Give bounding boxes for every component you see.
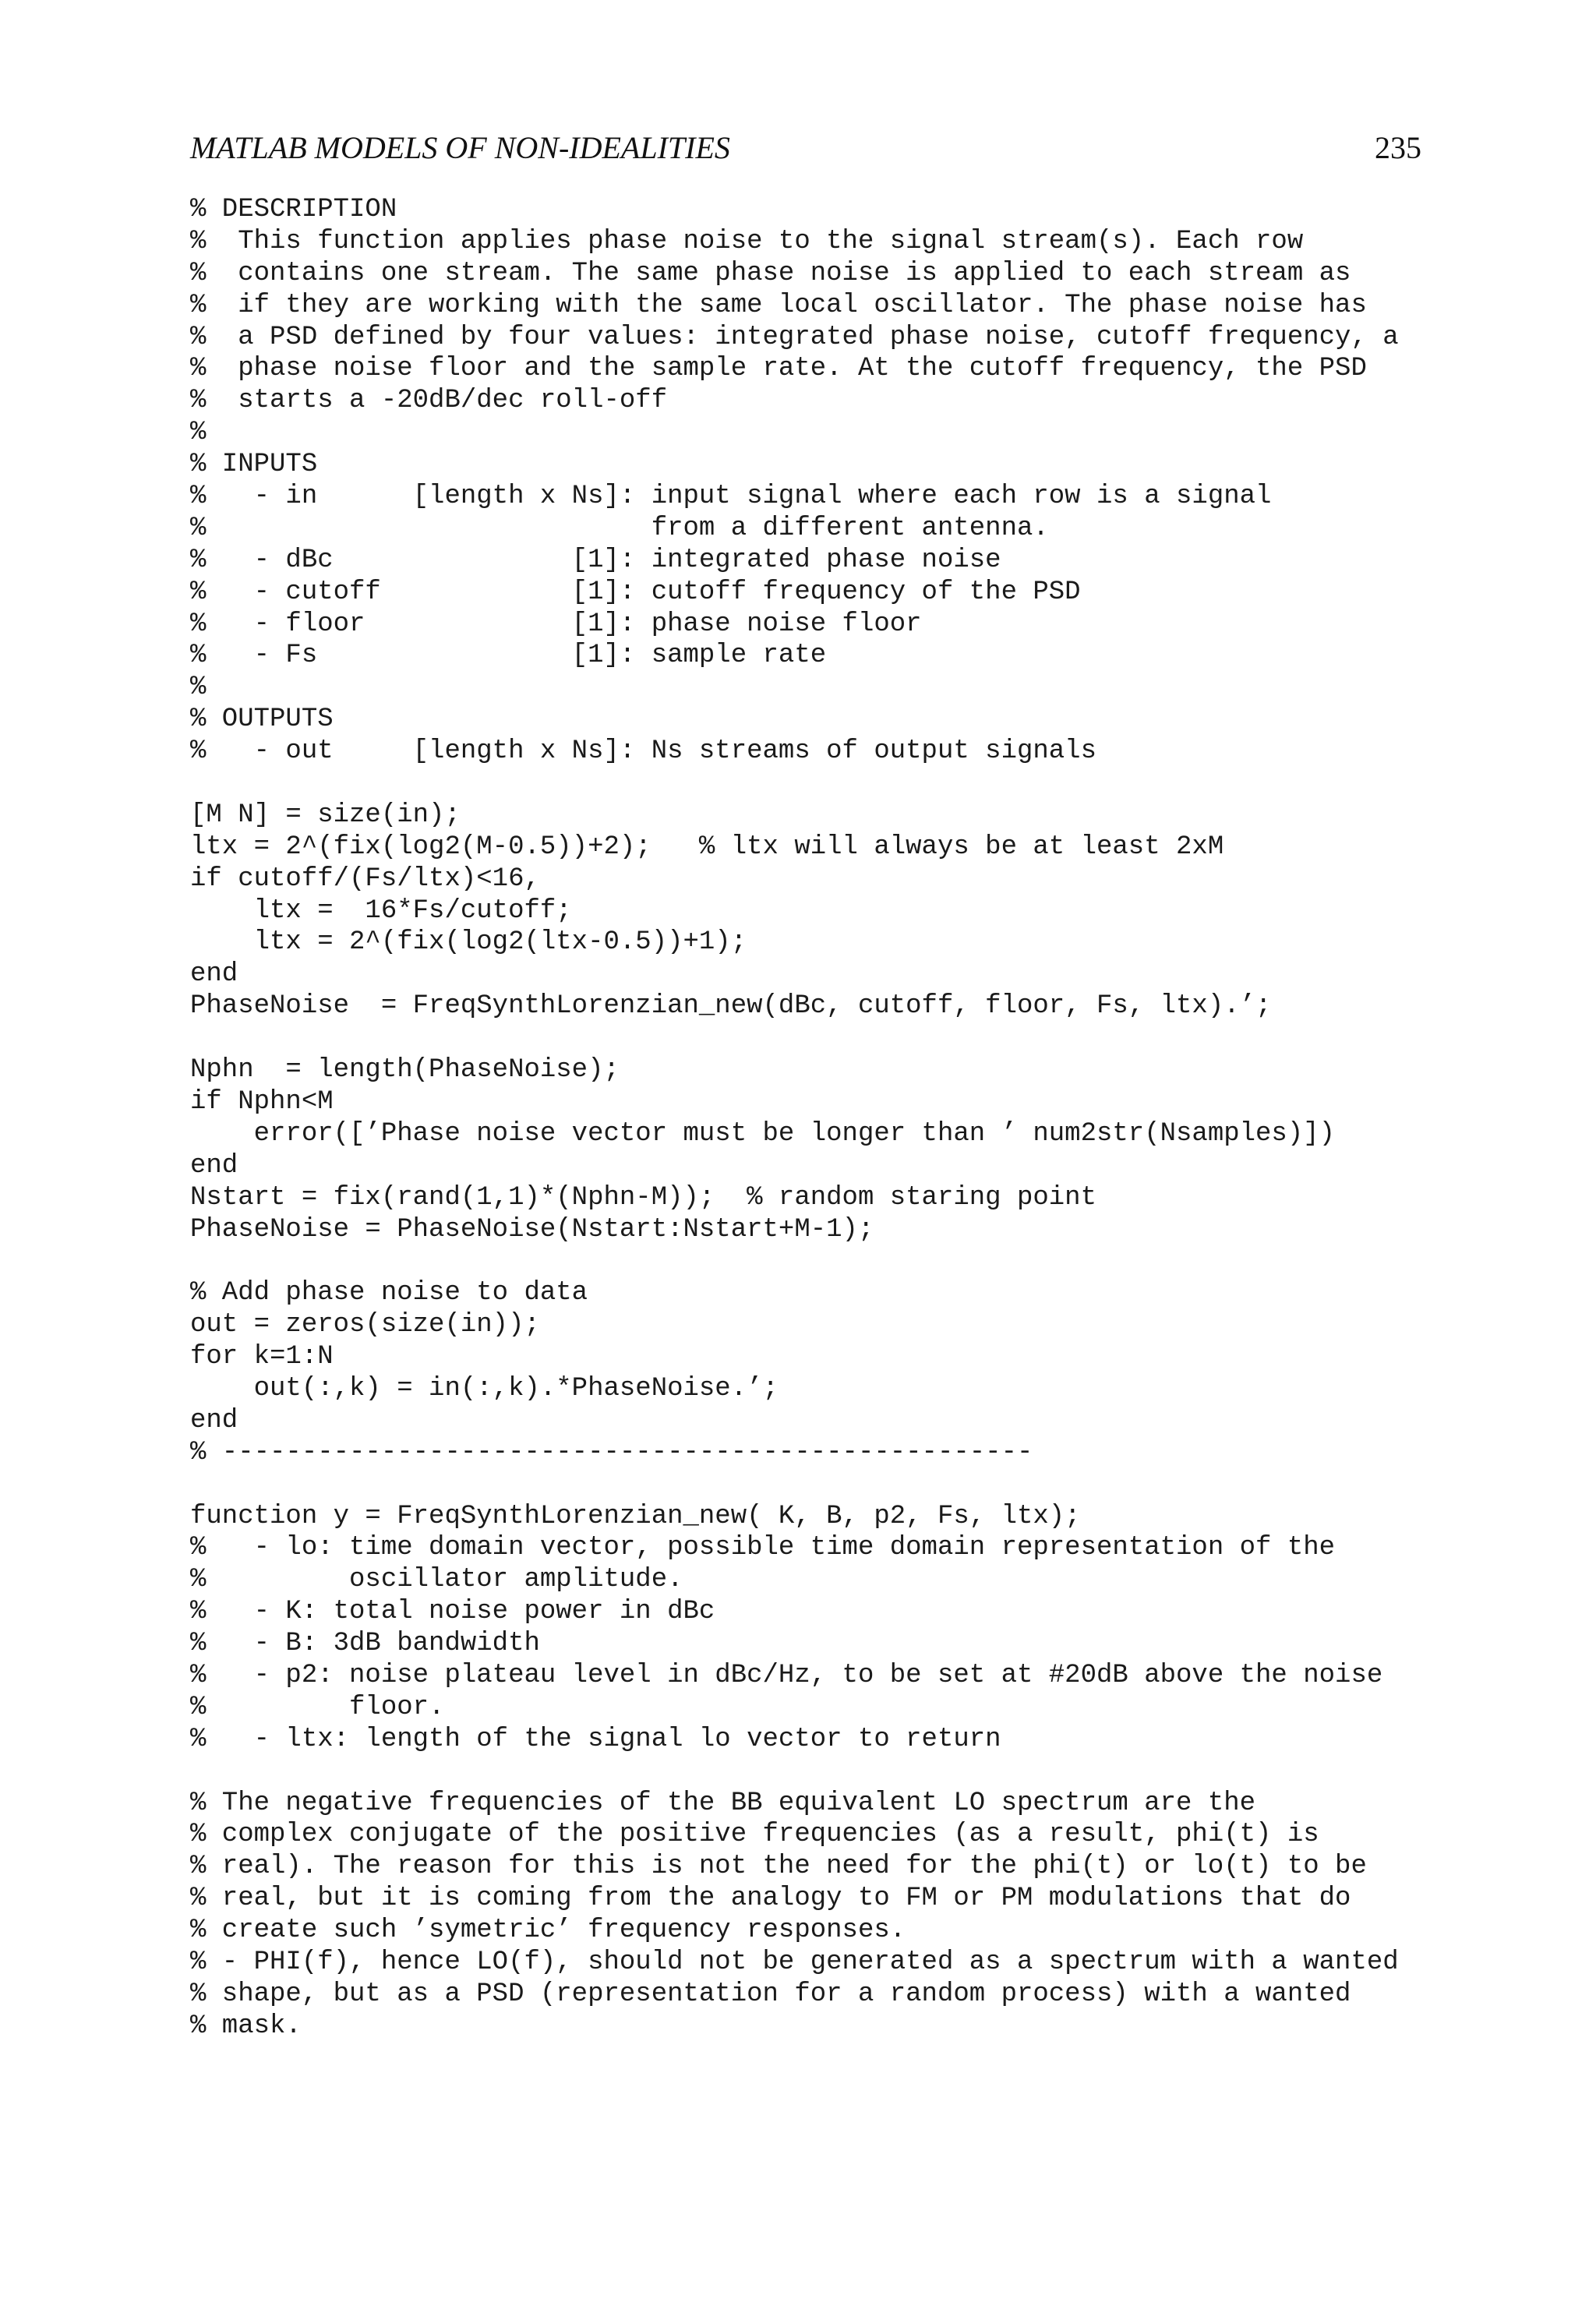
code-line: end bbox=[190, 1405, 238, 1435]
code-line: % - Fs [1]: sample rate bbox=[190, 641, 827, 671]
code-line: % - PHI(f), hence LO(f), should not be generated as a spectrum with a wanted bbox=[190, 1947, 1399, 1977]
code-line: % - out [length x Ns]: Ns streams of output signals bbox=[190, 736, 1096, 767]
code-line bbox=[190, 768, 1399, 800]
code-line: % - lo: time domain vector, possible time domain representation of the bbox=[190, 1533, 1336, 1563]
code-line: if cutoff/(Fs/ltx)<16, bbox=[190, 863, 540, 894]
code-line: % The negative frequencies of the BB equivalent LO spectrum are the bbox=[190, 1788, 1256, 1818]
code-line bbox=[190, 1245, 1399, 1277]
code-line: % contains one stream. The same phase noise is applied to each stream as bbox=[190, 258, 1351, 288]
code-line: [M N] = size(in); bbox=[190, 800, 461, 830]
code-line: if Nphn<M bbox=[190, 1086, 334, 1117]
code-line: out = zeros(size(in)); bbox=[190, 1310, 540, 1340]
code-line: % create such ’symetric’ frequency responses. bbox=[190, 1916, 906, 1946]
code-line: % OUTPUTS bbox=[190, 704, 334, 735]
code-line: % real). The reason for this is not the need for the phi(t) or lo(t) to be bbox=[190, 1852, 1367, 1882]
code-line: end bbox=[190, 959, 238, 990]
code-line: % - B: 3dB bandwidth bbox=[190, 1629, 540, 1659]
code-line: % - ltx: length of the signal lo vector to return bbox=[190, 1724, 1001, 1754]
code-line: % INPUTS bbox=[190, 450, 318, 480]
code-line: % a PSD defined by four values: integrated phase noise, cutoff frequency, a bbox=[190, 322, 1399, 352]
code-line bbox=[190, 1022, 1399, 1054]
code-line: % floor. bbox=[190, 1692, 445, 1722]
code-line: out(:,k) = in(:,k).*PhaseNoise.’; bbox=[190, 1373, 779, 1404]
code-line: % Add phase noise to data bbox=[190, 1278, 588, 1308]
code-line bbox=[190, 1469, 1399, 1501]
code-line: ltx = 2^(fix(log2(ltx-0.5))+1); bbox=[190, 927, 747, 958]
code-line: for k=1:N bbox=[190, 1342, 334, 1372]
code-line: % bbox=[190, 673, 207, 703]
code-line: % if they are working with the same local oscillator. The phase noise has bbox=[190, 290, 1367, 320]
code-line: % DESCRIPTION bbox=[190, 195, 397, 224]
code-line: % bbox=[190, 418, 207, 448]
code-line: end bbox=[190, 1150, 238, 1181]
code-line: function y = FreqSynthLorenzian_new( K, B, p2, Fs, ltx); bbox=[190, 1501, 1081, 1531]
code-line: % oscillator amplitude. bbox=[190, 1565, 683, 1595]
code-line: % mask. bbox=[190, 2011, 302, 2041]
page-number: 235 bbox=[1375, 130, 1421, 165]
code-line: PhaseNoise = PhaseNoise(Nstart:Nstart+M-1); bbox=[190, 1214, 874, 1245]
code-line: % starts a -20dB/dec roll-off bbox=[190, 386, 668, 416]
code-line: % - cutoff [1]: cutoff frequency of the PSD bbox=[190, 577, 1081, 607]
code-line: % - in [length x Ns]: input signal where each row is a signal bbox=[190, 482, 1272, 512]
code-line: % - dBc [1]: integrated phase noise bbox=[190, 545, 1001, 575]
code-listing bbox=[190, 194, 1399, 2043]
code-line: % phase noise floor and the sample rate. At the cutoff frequency, the PSD bbox=[190, 354, 1367, 384]
code-line: ltx = 2^(fix(log2(M-0.5))+2); % ltx will always be at least 2xM bbox=[190, 832, 1224, 862]
code-line: % This function applies phase noise to the signal stream(s). Each row bbox=[190, 226, 1304, 256]
code-line: % shape, but as a PSD (representation for a random process) with a wanted bbox=[190, 1979, 1351, 2009]
code-line: % from a different antenna. bbox=[190, 513, 1049, 543]
code-line: % --------------------------------------------------- bbox=[190, 1437, 1033, 1467]
code-line: % - floor [1]: phase noise floor bbox=[190, 609, 922, 639]
code-line bbox=[190, 1756, 1399, 1788]
code-line: % complex conjugate of the positive frequencies (as a result, phi(t) is bbox=[190, 1820, 1319, 1850]
code-line: Nphn = length(PhaseNoise); bbox=[190, 1055, 620, 1086]
code-line: error([’Phase noise vector must be longer than ’ num2str(Nsamples)]) bbox=[190, 1118, 1336, 1149]
code-line: % real, but it is coming from the analogy to FM or PM modulations that do bbox=[190, 1884, 1351, 1914]
code-line: ltx = 16*Fs/cutoff; bbox=[190, 895, 572, 926]
code-line: % - p2: noise plateau level in dBc/Hz, to be set at #20dB above the noise bbox=[190, 1660, 1383, 1690]
code-line: Nstart = fix(rand(1,1)*(Nphn-M)); % random staring point bbox=[190, 1182, 1096, 1213]
code-line: PhaseNoise = FreqSynthLorenzian_new(dBc, cutoff, floor, Fs, ltx).’; bbox=[190, 991, 1272, 1022]
code-line: % - K: total noise power in dBc bbox=[190, 1597, 715, 1627]
running-header-title: MATLAB MODELS OF NON-IDEALITIES bbox=[190, 130, 730, 165]
